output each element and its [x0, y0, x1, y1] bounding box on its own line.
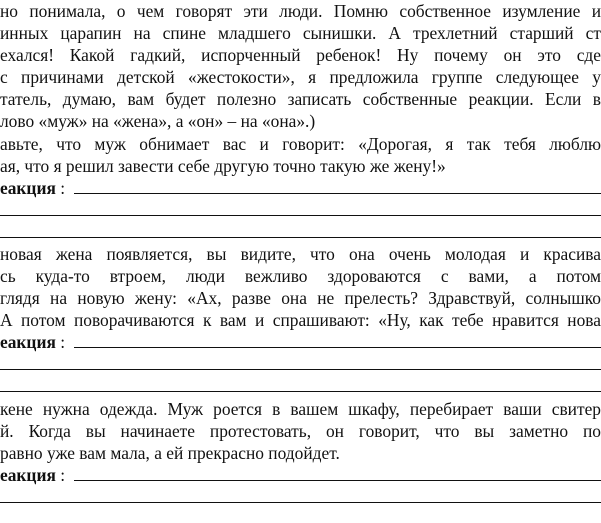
text-line: ехался! Какой гадкий, испорченный ребенок! Ну почему он это сде: [0, 45, 601, 65]
text-line: лово «муж» на «жена», а «он» – на «она».): [0, 111, 316, 131]
text-line: с причинами детской «жестокости», я предложила группе следующее у: [0, 67, 601, 87]
text-line: но понимала, о чем говорят эти люди. Помню собственное изумление и: [0, 1, 601, 21]
reaction-colon: :: [55, 178, 66, 198]
answer-line[interactable]: [0, 215, 601, 216]
text-line: глядя на новую жену: «Ах, разве она не прелесть? Здравствуй, солнышко: [0, 288, 601, 308]
text-line: татель, думаю, вам будет полезно записать собственные реакции. Если в: [0, 89, 601, 109]
text-line: равно уже вам мала, а ей прекрасно подойдет.: [0, 443, 340, 463]
answer-line[interactable]: [74, 480, 601, 481]
reaction-label-row: [0, 331, 601, 353]
text-line: А потом поворачиваются к вам и спрашивают: «Ну, как тебе нравится нова: [0, 310, 601, 330]
answer-line[interactable]: [0, 502, 601, 503]
reaction-label: еакция: [0, 465, 56, 485]
text-line: кене нужна одежда. Муж роется в вашем шкафу, перебирает ваши свитер: [0, 399, 601, 419]
answer-line[interactable]: [74, 193, 601, 194]
text-line: авьте, что муж обнимает вас и говорит: «Дорогая, я так тебя люблю: [0, 134, 601, 154]
text-line: й. Когда вы начинаете протестовать, он говорит, что вы заметно по: [0, 421, 601, 441]
reaction-label-row: [0, 177, 601, 199]
text-line: сь куда-то втроем, люди вежливо здороваются с вами, а потом: [0, 266, 601, 286]
text-line: новая жена появляется, вы видите, что она очень молодая и красива: [0, 244, 601, 264]
reaction-label: еакция: [0, 178, 56, 198]
text-line: инных царапин на спине младшего сынишки. А трехлетний старший ст: [0, 23, 601, 43]
answer-line[interactable]: [0, 237, 601, 238]
answer-line[interactable]: [74, 347, 601, 348]
answer-line[interactable]: [0, 369, 601, 370]
reaction-label-row: [0, 464, 601, 486]
reaction-colon: :: [55, 332, 66, 352]
reaction-label: еакция: [0, 332, 56, 352]
answer-line[interactable]: [0, 391, 601, 392]
reaction-colon: :: [55, 465, 66, 485]
text-line: ая, что я решил завести себе другую точно такую же жену!»: [0, 156, 446, 176]
